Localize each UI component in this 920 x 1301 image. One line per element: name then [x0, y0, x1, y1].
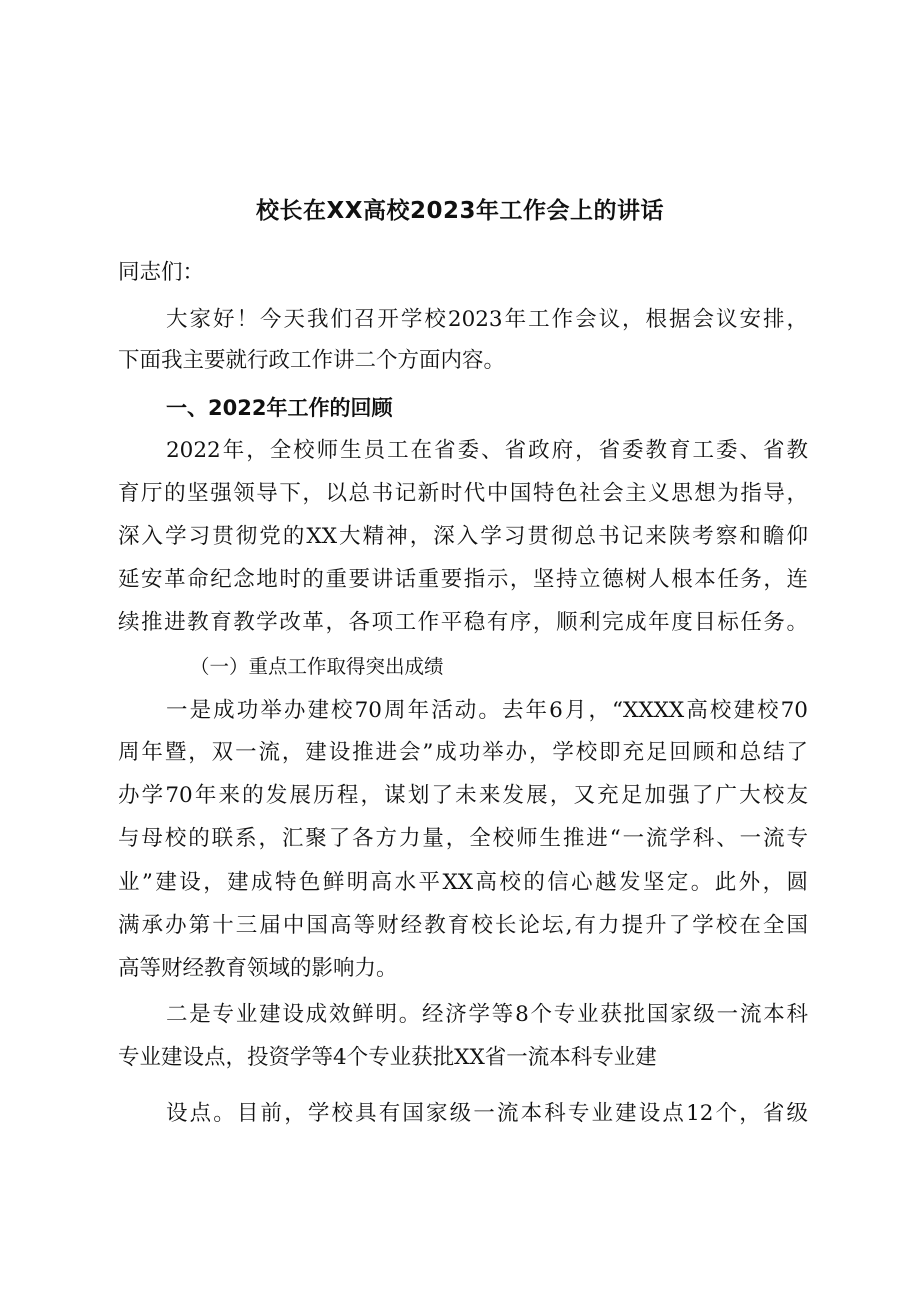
paragraph-line: 续推进教育教学改革，各项工作平稳有序，顺利完成年度目标任务。 [118, 610, 808, 635]
subsection-heading: （一）重点工作取得突出成绩 [190, 655, 444, 678]
paragraph-line: 大家好！今天我们召开学校2023年工作会议，根据会议安排， [166, 307, 808, 332]
paragraph-line: 一是成功举办建校70周年活动。去年6月，“XXXX高校建校70 [166, 698, 808, 723]
paragraph-line: 设点。目前，学校具有国家级一流本科专业建设点12个，省级 [166, 1101, 808, 1126]
paragraph-line: 业”建设，建成特色鲜明高水平XX高校的信心越发坚定。此外，圆 [118, 870, 808, 895]
paragraph-line: 2022年，全校师生员工在省委、省政府，省委教育工委、省教 [166, 438, 808, 463]
paragraph-line: 二是专业建设成效鲜明。经济学等8个专业获批国家级一流本科 [166, 1002, 808, 1027]
paragraph-line: 满承办第十三届中国高等财经教育校长论坛,有力提升了学校在全国 [118, 913, 808, 938]
paragraph-line: 深入学习贯彻党的XX大精神，深入学习贯彻总书记来陕考察和瞻仰 [118, 524, 808, 549]
document-title: 校长在XX高校2023年工作会上的讲话 [256, 198, 664, 224]
paragraph-line: 周年暨，双一流，建设推进会”成功举办，学校即充足回顾和总结了 [118, 740, 808, 765]
paragraph-line: 高等财经教育领域的影响力。 [118, 956, 398, 981]
section-heading: 一、2022年工作的回顾 [166, 396, 393, 420]
salutation: 同志们： [118, 260, 205, 285]
paragraph-line: 办学70年来的发展历程，谋划了未来发展，又充足加强了广大校友 [118, 783, 808, 808]
paragraph-line: 下面我主要就行政工作讲二个方面内容。 [118, 348, 506, 373]
paragraph-line: 与母校的联系，汇聚了各方力量，全校师生推进“一流学科、一流专 [118, 826, 808, 851]
paragraph-line: 育厅的坚强领导下，以总书记新时代中国特色社会主义思想为指导， [118, 481, 808, 506]
paragraph-line: 延安革命纪念地时的重要讲话重要指示，坚持立德树人根本任务，连 [118, 567, 808, 592]
paragraph-line: 专业建设点，投资学等4个专业获批XX省一流本科专业建 [118, 1045, 657, 1070]
